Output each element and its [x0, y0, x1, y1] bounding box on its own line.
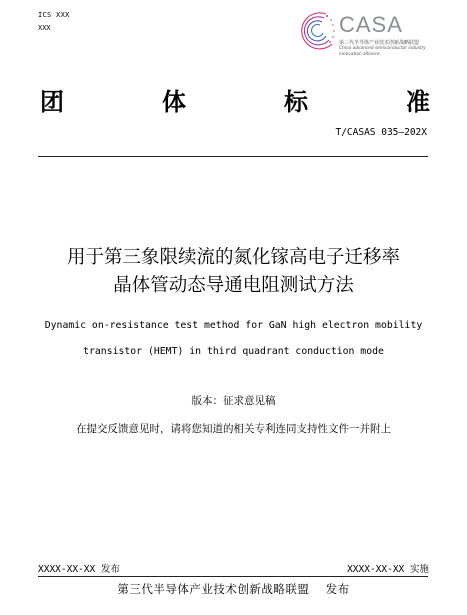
- standard-type-char: 体: [162, 86, 186, 116]
- standard-type-char: 标: [284, 86, 308, 116]
- casa-logo: [296, 8, 446, 64]
- logo-en-line2: innovation alliance: [339, 52, 380, 57]
- patent-notice: 在提交反馈意见时，请将您知道的相关专利连同支持性文件一并附上: [76, 423, 391, 435]
- ics-number: XXX: [38, 24, 51, 32]
- footer-divider: [38, 576, 428, 577]
- publisher: 第三代半导体产业技术创新战略联盟 发布: [117, 582, 350, 596]
- standard-type: [40, 84, 430, 114]
- standard-type-char: 团: [40, 86, 64, 116]
- implement-date: XXXX-XX-XX 实施: [347, 564, 429, 575]
- header-divider: [38, 156, 428, 157]
- title-en-line1: Dynamic on-resistance test method for GaN high electron mobility: [44, 320, 423, 331]
- ics-code: ICS XXX: [38, 11, 70, 19]
- version-label: 版本：征求意见稿: [191, 395, 276, 407]
- standard-type-char: 准: [406, 86, 430, 116]
- title-en-line2: transistor (HEMT) in third quadrant conduction mode: [83, 346, 384, 357]
- standard-number: T/CASAS 035—202X: [335, 127, 427, 138]
- logo-en-line1: China advanced semiconductor industry: [339, 46, 426, 51]
- title-cn-line1: 用于第三象限续流的氮化镓高电子迁移率: [66, 247, 400, 268]
- logo-cn-text: 第三代半导体产业技术创新战略联盟: [339, 40, 420, 46]
- logo-name: CASA: [339, 12, 403, 37]
- issue-date: XXXX-XX-XX 发布: [38, 564, 120, 575]
- title-cn-line2: 晶体管动态导通电阻测试方法: [113, 275, 354, 296]
- casa-logo-mark-icon: [296, 8, 338, 58]
